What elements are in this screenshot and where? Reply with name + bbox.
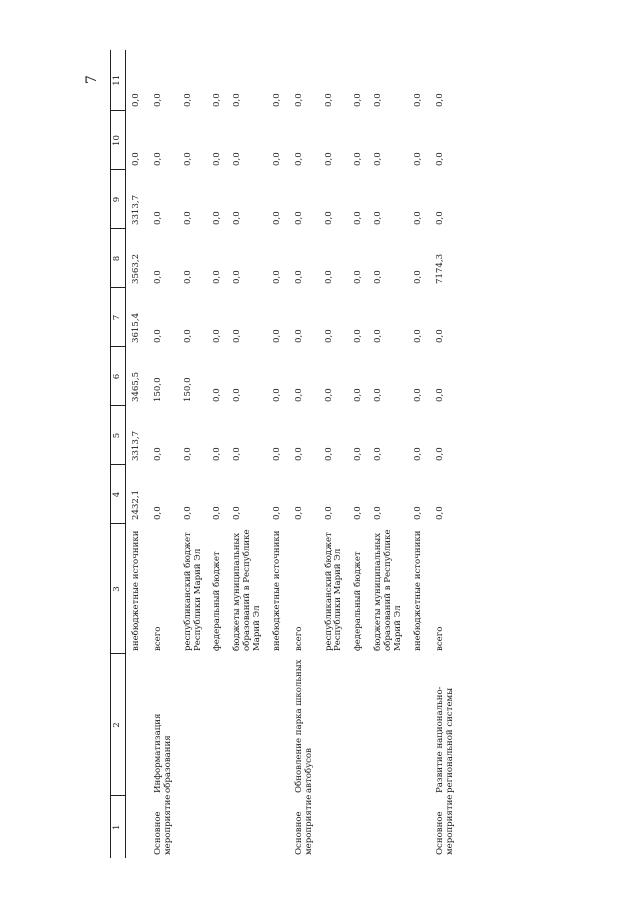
col-header-6: 6 <box>111 347 126 406</box>
funding-source-cell: внебюджетные источники <box>131 530 141 651</box>
value-cell: 0,0 <box>434 447 445 461</box>
value-cell: 3615,4 <box>131 312 141 343</box>
funding-source-cell: федеральный бюджет <box>212 551 223 651</box>
value-cell: 0,0 <box>212 506 223 520</box>
activity-name-cell <box>368 654 408 796</box>
value-cell: 0,0 <box>412 152 423 166</box>
value-cell: 0,0 <box>152 506 163 520</box>
activity-type-cell <box>227 796 267 858</box>
table-row <box>227 50 267 858</box>
value-cell: 0,0 <box>182 329 193 343</box>
value-cell: 0,0 <box>373 388 384 402</box>
col-header-7: 7 <box>111 288 126 347</box>
table-row <box>207 50 227 858</box>
activity-type-cell <box>368 796 408 858</box>
activity-type-cell <box>319 796 349 858</box>
table-row <box>287 50 319 858</box>
rotated-table-container <box>110 50 630 858</box>
value-cell: 0,0 <box>353 447 364 461</box>
value-cell: 0,0 <box>373 506 384 520</box>
value-cell: 0,0 <box>323 447 334 461</box>
value-cell: 0,0 <box>412 388 423 402</box>
value-cell: 0,0 <box>152 93 163 107</box>
value-cell: 0,0 <box>353 93 364 107</box>
value-cell: 0,0 <box>412 211 423 225</box>
value-cell: 0,0 <box>212 93 223 107</box>
activity-name-cell: Информатизация образования <box>152 713 173 793</box>
funding-source-cell: бюджеты муниципальных образований в Республике Марий Эл <box>373 529 403 651</box>
value-cell: 0,0 <box>293 447 304 461</box>
value-cell: 0,0 <box>373 447 384 461</box>
value-cell: 0,0 <box>293 211 304 225</box>
col-header-2: 2 <box>111 654 126 796</box>
value-cell: 0,0 <box>271 270 282 284</box>
value-cell: 0,0 <box>293 388 304 402</box>
value-cell: 0,0 <box>271 447 282 461</box>
page-number: 7 <box>84 75 100 84</box>
value-cell: 0,0 <box>353 270 364 284</box>
funding-source-cell: всего <box>152 626 163 651</box>
value-cell: 0,0 <box>212 388 223 402</box>
value-cell: 0,0 <box>232 447 243 461</box>
activity-name-cell <box>178 654 208 796</box>
value-cell: 0,0 <box>353 152 364 166</box>
activity-name-cell <box>126 654 146 796</box>
table-row <box>126 50 146 858</box>
col-header-1: 1 <box>111 796 126 858</box>
budget-table <box>110 50 459 858</box>
value-cell: 0,0 <box>271 329 282 343</box>
value-cell: 0,0 <box>212 211 223 225</box>
value-cell: 0,0 <box>373 152 384 166</box>
activity-type-cell: Основное мероприятие <box>152 794 173 855</box>
value-cell: 0,0 <box>131 93 141 107</box>
value-cell: 0,0 <box>271 211 282 225</box>
header-row <box>111 50 126 858</box>
value-cell: 0,0 <box>353 329 364 343</box>
value-cell: 0,0 <box>434 211 445 225</box>
value-cell: 0,0 <box>212 270 223 284</box>
value-cell: 0,0 <box>353 506 364 520</box>
value-cell: 0,0 <box>323 506 334 520</box>
value-cell: 0,0 <box>293 270 304 284</box>
value-cell: 0,0 <box>232 152 243 166</box>
value-cell: 0,0 <box>412 93 423 107</box>
activity-name-cell <box>267 654 287 796</box>
value-cell: 0,0 <box>212 152 223 166</box>
activity-name-cell <box>207 654 227 796</box>
col-header-11: 11 <box>111 50 126 111</box>
value-cell: 2432,1 <box>131 489 141 520</box>
table-body <box>126 50 460 858</box>
value-cell: 0,0 <box>293 506 304 520</box>
table-row <box>178 50 208 858</box>
funding-source-cell: внебюджетные источники <box>271 530 282 651</box>
col-header-8: 8 <box>111 229 126 288</box>
value-cell: 0,0 <box>131 152 141 166</box>
value-cell: 0,0 <box>434 93 445 107</box>
funding-source-cell: внебюджетные источники <box>412 530 423 651</box>
activity-type-cell <box>207 796 227 858</box>
value-cell: 0,0 <box>323 152 334 166</box>
value-cell: 150,0 <box>182 377 193 402</box>
table-row <box>408 50 428 858</box>
col-header-10: 10 <box>111 111 126 170</box>
value-cell: 0,0 <box>353 388 364 402</box>
value-cell: 0,0 <box>434 152 445 166</box>
value-cell: 0,0 <box>182 270 193 284</box>
value-cell: 0,0 <box>212 447 223 461</box>
value-cell: 3313,7 <box>131 430 141 461</box>
value-cell: 0,0 <box>373 211 384 225</box>
table-row <box>146 50 178 858</box>
value-cell: 0,0 <box>182 93 193 107</box>
funding-source-cell: федеральный бюджет <box>353 551 364 651</box>
value-cell: 0,0 <box>232 506 243 520</box>
value-cell: 0,0 <box>152 447 163 461</box>
table-row <box>348 50 368 858</box>
activity-name-cell: Обновление парка школьных автобусов <box>293 659 314 793</box>
activity-type-cell <box>178 796 208 858</box>
funding-source-cell: бюджеты муниципальных образований в Республике Марий Эл <box>232 529 262 651</box>
table-row <box>368 50 408 858</box>
value-cell: 0,0 <box>232 329 243 343</box>
value-cell: 0,0 <box>182 447 193 461</box>
value-cell: 0,0 <box>412 447 423 461</box>
value-cell: 0,0 <box>293 93 304 107</box>
value-cell: 0,0 <box>152 152 163 166</box>
value-cell: 0,0 <box>232 388 243 402</box>
activity-type-cell <box>408 796 428 858</box>
value-cell: 0,0 <box>182 506 193 520</box>
value-cell: 3563,2 <box>131 253 141 284</box>
value-cell: 0,0 <box>434 388 445 402</box>
table-row <box>319 50 349 858</box>
value-cell: 0,0 <box>293 329 304 343</box>
value-cell: 0,0 <box>152 270 163 284</box>
activity-type-cell: Основное мероприятие <box>434 794 455 855</box>
funding-source-cell: республиканский бюджет Республики Марий Эл <box>182 532 203 651</box>
activity-name-cell <box>319 654 349 796</box>
value-cell: 0,0 <box>271 506 282 520</box>
activity-type-cell <box>348 796 368 858</box>
value-cell: 0,0 <box>323 93 334 107</box>
activity-name-cell <box>348 654 368 796</box>
activity-type-cell <box>267 796 287 858</box>
value-cell: 0,0 <box>323 329 334 343</box>
value-cell: 0,0 <box>412 329 423 343</box>
col-header-4: 4 <box>111 465 126 524</box>
value-cell: 3465,5 <box>131 371 141 402</box>
activity-name-cell: Развитие национально-региональной системы <box>434 686 455 793</box>
funding-source-cell: всего <box>434 626 445 651</box>
activity-type-cell <box>126 796 146 858</box>
value-cell: 3313,7 <box>131 194 141 225</box>
funding-source-cell: всего <box>293 626 304 651</box>
value-cell: 0,0 <box>323 270 334 284</box>
value-cell: 0,0 <box>434 506 445 520</box>
col-header-9: 9 <box>111 170 126 229</box>
col-header-3: 3 <box>111 524 126 654</box>
value-cell: 7174,3 <box>434 253 445 284</box>
value-cell: 0,0 <box>271 388 282 402</box>
value-cell: 0,0 <box>373 93 384 107</box>
value-cell: 0,0 <box>271 93 282 107</box>
value-cell: 0,0 <box>412 270 423 284</box>
value-cell: 0,0 <box>353 211 364 225</box>
activity-name-cell <box>227 654 267 796</box>
value-cell: 0,0 <box>232 211 243 225</box>
value-cell: 0,0 <box>323 211 334 225</box>
col-header-5: 5 <box>111 406 126 465</box>
value-cell: 0,0 <box>271 152 282 166</box>
value-cell: 0,0 <box>373 329 384 343</box>
value-cell: 0,0 <box>212 329 223 343</box>
value-cell: 0,0 <box>152 329 163 343</box>
value-cell: 0,0 <box>182 152 193 166</box>
value-cell: 0,0 <box>434 329 445 343</box>
value-cell: 0,0 <box>232 93 243 107</box>
value-cell: 0,0 <box>182 211 193 225</box>
value-cell: 0,0 <box>232 270 243 284</box>
table-row <box>428 50 460 858</box>
funding-source-cell: республиканский бюджет Республики Марий Эл <box>323 532 344 651</box>
activity-name-cell <box>408 654 428 796</box>
activity-type-cell: Основное мероприятие <box>293 794 314 855</box>
value-cell: 0,0 <box>152 211 163 225</box>
table-row <box>267 50 287 858</box>
value-cell: 150,0 <box>152 377 163 402</box>
value-cell: 0,0 <box>412 506 423 520</box>
value-cell: 0,0 <box>293 152 304 166</box>
value-cell: 0,0 <box>323 388 334 402</box>
value-cell: 0,0 <box>373 270 384 284</box>
